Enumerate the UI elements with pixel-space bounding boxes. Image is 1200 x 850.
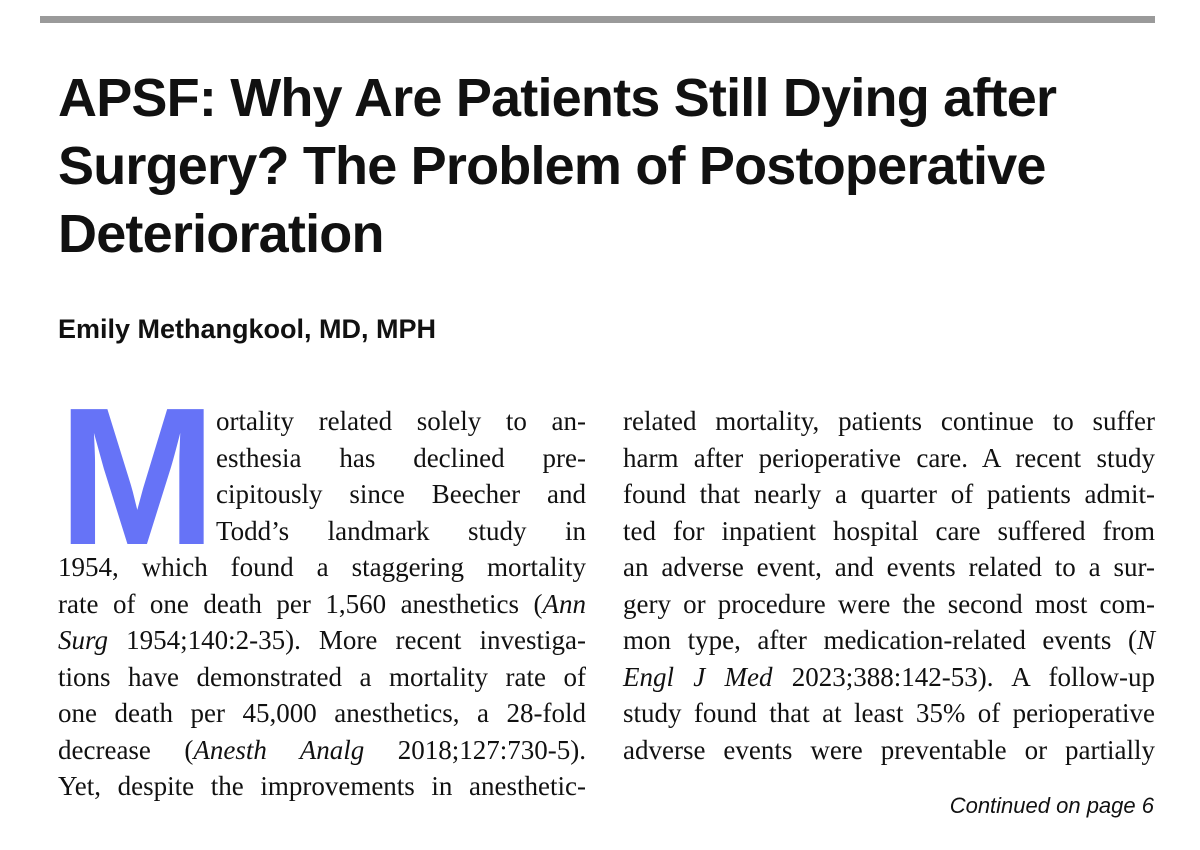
body-line — [623, 622, 1155, 659]
body-line: Todd’s landmark study in — [216, 515, 586, 546]
body-line: one death per 45,000 anesthetics, a 28-fold — [58, 698, 586, 728]
text-run: rate of one death per 1,560 anesthetics ( — [58, 588, 543, 619]
body-line: cipitously since Beecher and — [216, 479, 586, 509]
text-run: mon type, after medication-related events ( — [623, 625, 1137, 655]
citation-journal: N — [1136, 625, 1155, 655]
body-line: ortality related solely to an- — [216, 406, 586, 436]
author-byline: Emily Methangkool, MD, MPH — [58, 314, 437, 344]
body-line — [58, 732, 586, 769]
text-run: 2018;127:730-5). — [364, 734, 586, 765]
body-line: Yet, despite the improvements in anesthetic- — [58, 771, 586, 801]
body-line: gery or procedure were the second most com- — [623, 588, 1155, 619]
body-line: tions have demonstrated a mortality rate of — [58, 661, 586, 692]
citation-journal: Engl J Med — [623, 661, 773, 692]
body-line: 1954, which found a staggering mortality — [58, 552, 586, 582]
body-line — [623, 659, 1155, 696]
text-run: 1954;140:2-35). More recent investiga- — [108, 625, 586, 655]
body-line: adverse events were preventable or partially — [623, 734, 1155, 765]
body-line: study found that at least 35% of perioperative — [623, 698, 1155, 728]
article-title: APSF: Why Are Patients Still Dying after Surgery? The Problem of Postoperative Deterioration — [58, 68, 1057, 264]
body-line: harm after perioperative care. A recent study — [623, 442, 1155, 473]
citation-journal: Ann — [542, 588, 586, 619]
body-line: found that nearly a quarter of patients admit- — [623, 479, 1155, 509]
left-column — [58, 367, 586, 805]
drop-cap: M — [58, 367, 211, 586]
citation-journal: Surg — [58, 625, 109, 655]
body-line: ted for inpatient hospital care suffered from — [623, 515, 1155, 546]
body-line: related mortality, patients continue to suffer — [623, 406, 1155, 436]
body-line: esthesia has declined pre- — [216, 442, 586, 473]
body-line: an adverse event, and events related to a sur- — [623, 552, 1155, 582]
text-run: decrease ( — [58, 734, 194, 765]
citation-journal: Anesth Analg — [193, 734, 365, 765]
body-line — [58, 586, 586, 623]
top-rule — [40, 16, 1155, 23]
body-line — [58, 622, 586, 659]
right-column — [623, 403, 1155, 768]
continued-on-page: Continued on page 6 — [949, 793, 1154, 818]
text-run: 2023;388:142-53). A follow-up — [772, 661, 1156, 692]
